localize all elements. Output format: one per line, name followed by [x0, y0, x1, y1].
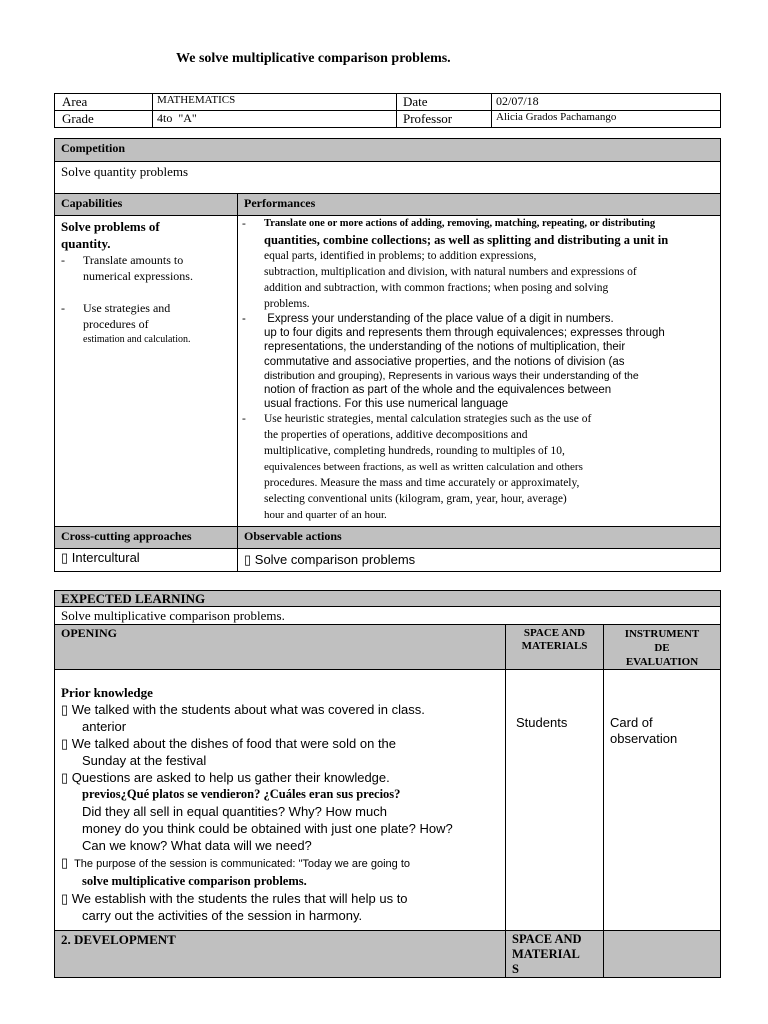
checkbox-icon: ▯	[61, 770, 69, 785]
capability-text: procedures of	[83, 317, 149, 331]
performances-cell	[238, 216, 721, 527]
development-instrument-cell	[604, 931, 721, 978]
checkbox-icon: ▯	[61, 855, 69, 870]
opening-bullet: ▯ We establish with the students the rules that will help us to	[61, 891, 408, 906]
checkbox-icon: ▯	[244, 552, 252, 567]
performance-text: Use heuristic strategies, mental calculation strategies such as the use of	[264, 413, 592, 426]
instrument-header-line: DE	[654, 642, 670, 654]
performance-text: problems.	[264, 298, 310, 310]
opening-bullet-continuation: solve multiplicative comparison problems.	[82, 874, 307, 888]
instrument-header-line: INSTRUMENT	[624, 628, 700, 640]
space-value: Students	[506, 670, 604, 931]
checkbox-icon: ▯	[61, 702, 69, 717]
opening-bullet-continuation: money do you think could be obtained with just one plate? How?	[82, 821, 453, 836]
dev-space-line: SPACE AND	[512, 932, 582, 946]
performances-header: Performances	[238, 194, 721, 216]
performance-text: representations, the understanding of the notions of multiplication, their	[264, 341, 626, 354]
competition-table	[54, 138, 721, 572]
checkbox-icon: ▯	[61, 550, 69, 565]
opening-bullet: ▯ We talked about the dishes of food that were sold on the	[61, 736, 397, 751]
area-value: MATHEMATICS	[153, 94, 397, 111]
crosscutting-header: Cross-cutting approaches	[55, 527, 238, 549]
date-label: Date	[397, 94, 492, 111]
observable-value	[238, 549, 721, 572]
opening-bullet-continuation: Can we know? What data will we need?	[82, 838, 312, 853]
observable-text: Solve comparison problems	[251, 552, 416, 567]
opening-bullet-continuation: Sunday at the festival	[82, 753, 207, 768]
capability-item	[61, 252, 231, 284]
performance-text: hour and quarter of an hour.	[264, 509, 387, 522]
competition-value: Solve quantity problems	[55, 162, 721, 194]
performance-text: up to four digits and represents them through equivalences; expresses through	[264, 327, 665, 340]
capabilities-title-line2: quantity.	[61, 236, 111, 251]
performance-text: selecting conventional units (kilogram, gram, year, hour, average)	[264, 493, 567, 506]
performance-text: Translate one or more actions of adding, removing, matching, repeating, or distributing	[264, 218, 656, 229]
space-header-line: MATERIALS	[521, 640, 588, 652]
dash-marker: -	[242, 218, 246, 230]
capabilities-header: Capabilities	[55, 194, 238, 216]
performance-item	[242, 216, 714, 312]
opening-content	[55, 670, 506, 931]
prior-knowledge-title: Prior knowledge	[61, 685, 153, 700]
performance-text: equal parts, identified in problems; to addition expressions,	[264, 250, 537, 262]
observable-header: Observable actions	[238, 527, 721, 549]
capabilities-cell	[55, 216, 238, 527]
performance-text: quantities, combine collections; as well as splitting and distributing a unit in	[264, 233, 669, 247]
opening-bullet-continuation: Did they all sell in equal quantities? Why? How much	[82, 804, 387, 819]
capability-text: Translate amounts to	[83, 253, 184, 267]
opening-bullet-continuation: carry out the activities of the session in harmony.	[82, 908, 363, 923]
opening-bullet-continuation: anterior	[82, 719, 127, 734]
area-label: Area	[55, 94, 153, 111]
performance-text: notion of fraction as part of the whole and the equivalences between	[264, 384, 612, 397]
capabilities-title	[61, 218, 231, 252]
opening-bullet: ▯ Questions are asked to help us gather their knowledge.	[61, 770, 390, 785]
instrument-value-line: observation	[610, 731, 678, 746]
space-header-line: SPACE AND	[523, 627, 586, 639]
expected-learning-value: Solve multiplicative comparison problems.	[55, 607, 721, 625]
performance-item	[242, 411, 714, 523]
performance-text: addition and subtraction, with common fractions; when posing and solving	[264, 282, 609, 294]
opening-bullet: ▯ The purpose of the session is communicated: "Today we are going to	[61, 855, 410, 870]
dash-marker: -	[242, 313, 246, 325]
instrument-value	[604, 670, 721, 931]
professor-label: Professor	[397, 111, 492, 128]
performance-text: multiplicative, completing hundreds, rounding to multiples of 10,	[264, 445, 565, 458]
development-header: 2. DEVELOPMENT	[55, 931, 506, 978]
performance-text: commutative and associative properties, and the notions of division (as	[264, 355, 625, 368]
learning-table	[54, 590, 721, 978]
capability-text: numerical expressions.	[83, 269, 193, 283]
performance-text: the properties of operations, additive decompositions and	[264, 429, 528, 442]
dash-marker: -	[242, 413, 246, 426]
capabilities-title-line1: Solve problems of	[61, 219, 160, 234]
dev-space-line: S	[512, 962, 519, 976]
opening-bullet: ▯ We talked with the students about what was covered in class.	[61, 702, 425, 717]
expected-learning-header: EXPECTED LEARNING	[55, 591, 721, 607]
opening-header: OPENING	[55, 625, 506, 670]
checkbox-icon: ▯	[61, 736, 69, 751]
capability-item	[61, 300, 231, 348]
page-title: We solve multiplicative comparison problems.	[176, 51, 451, 66]
crosscutting-value	[55, 549, 238, 572]
dash-marker: -	[61, 253, 65, 267]
professor-value: Alicia Grados Pachamango	[492, 111, 721, 128]
info-table	[54, 93, 721, 128]
instrument-header	[604, 625, 721, 670]
opening-bullet-continuation: previos¿Qué platos se vendieron? ¿Cuáles eran sus precios?	[82, 787, 401, 801]
development-space-header	[506, 931, 604, 978]
date-value: 02/07/18	[492, 94, 721, 111]
performance-item	[242, 312, 714, 411]
performance-text: equivalences between fractions, as well as written calculation and others	[264, 461, 583, 474]
crosscutting-text: Intercultural	[68, 550, 140, 565]
dev-space-line: MATERIAL	[512, 947, 580, 961]
instrument-value-line: Card of	[610, 715, 653, 730]
performance-text: distribution and grouping), Represents in various ways their understanding of the	[264, 369, 639, 382]
competition-header: Competition	[55, 139, 721, 162]
grade-value: 4to "A"	[153, 111, 397, 128]
space-materials-header	[506, 625, 604, 670]
capability-text: Use strategies and	[83, 301, 171, 315]
performance-text: subtraction, multiplication and division, with natural numbers and expressions of	[264, 266, 637, 278]
capability-text: estimation and calculation.	[83, 334, 191, 345]
performance-text: Express your understanding of the place value of a digit in numbers.	[264, 313, 614, 325]
checkbox-icon: ▯	[61, 891, 69, 906]
grade-label: Grade	[55, 111, 153, 128]
performance-text: procedures. Measure the mass and time accurately or approximately,	[264, 477, 580, 490]
dash-marker: -	[61, 301, 65, 315]
performance-text: usual fractions. For this use numerical language	[264, 398, 509, 411]
instrument-header-line: EVALUATION	[625, 656, 699, 668]
